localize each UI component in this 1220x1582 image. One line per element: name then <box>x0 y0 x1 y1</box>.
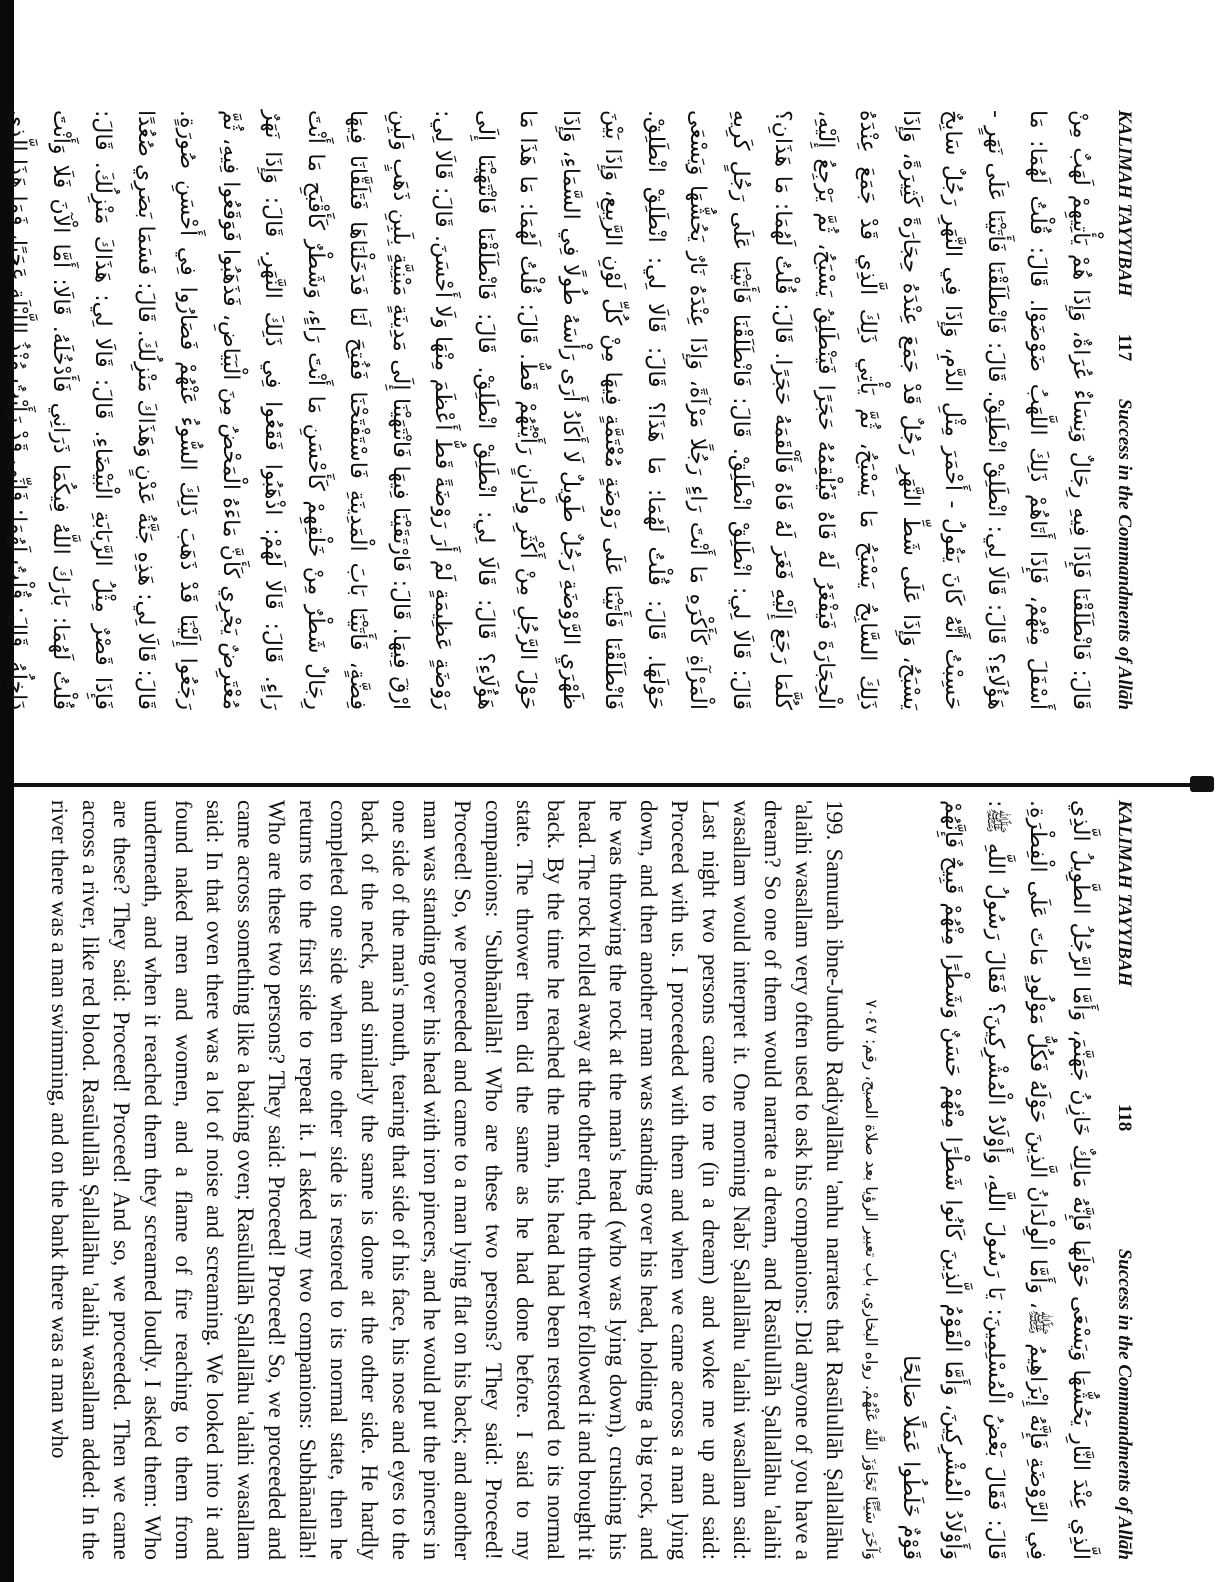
page-number: 118 <box>1114 1103 1135 1132</box>
page-header <box>1113 110 1135 710</box>
arabic-hadith-text: قَالَ: فَانْطَلَقْنَا فَإِذَا فِيهِ رِجَالٌ وَنِسَاءٌ عُرَاةٌ، وَإِذَا هُمْ يَأْتِيهِمْ لَهَبٌ مِنْ أَسْفَلَ مِنْهُمْ، فَإِذَا أَتَاهُمْ ذَلِكَ اللَّهَبُ ضَوْضَوْا. قَالَ: قُلْتُ لَهُمَا: مَا هَؤُلَاءِ؟ قَالَ: قَالَا لِي: انْطَلِقْ انْطَلِقْ. قَالَ: فَانْطَلَقْنَا فَأَتَيْنَا عَلَى نَهَرٍ - حَسِبْتُ أَنَّهُ كَانَ يَقُولُ - أَحْمَرَ مِثْلِ الدَّمِ، وَإِذَا فِي النَّهَرِ رَجُلٌ سَابِحٌ يَسْبَحُ، وَإِذَا عَلَى شَطِّ النَّهَرِ رَجُلٌ قَدْ جَمَعَ عِنْدَهُ حِجَارَةً كَثِيرَةً، وَإِذَا ذَلِكَ السَّابِحُ يَسْبَحُ مَا يَسْبَحُ، ثُمَّ يَأْتِي ذَلِكَ الَّذِي قَدْ جَمَعَ عِنْدَهُ الْحِجَارَةَ فَيَفْغَرُ لَهُ فَاهُ فَيُلْقِمُهُ حَجَرًا فَيَنْطَلِقُ يَسْبَحُ، ثُمَّ يَرْجِعُ إِلَيْهِ، كُلَّمَا رَجَعَ إِلَيْهِ فَغَرَ لَهُ فَاهُ فَأَلْقَمَهُ حَجَرًا. قَالَ: قُلْتُ لَهُمَا: مَا هَذَانِ؟ قَالَ: قَالَا لِي: انْطَلِقْ انْطَلِقْ. قَالَ: فَانْطَلَقْنَا فَأَتَيْنَا عَلَى رَجُلٍ كَرِيهِ الْمَرْآةِ كَأَكْرَهِ مَا أَنْتَ رَاءٍ رَجُلًا مَرْآةً، وَإِذَا عِنْدَهُ نَارٌ يَحُشُّهَا وَيَسْعَى حَوْلَهَا. قَالَ: قُلْتُ لَهُمَا: مَا هَذَا؟ قَالَ: قَالَا لِي: انْطَلِقْ انْطَلِقْ. فَانْطَلَقْنَا فَأَتَيْنَا عَلَى رَوْضَةٍ مُعْتَمَّةٍ فِيهَا مِنْ كُلِّ لَوْنِ الرَّبِيعِ، وَإِذَا بَيْنَ ظَهْرَيِ الرَّوْضَةِ رَجُلٌ طَوِيلٌ لَا أَكَادُ أَرَى رَأْسَهُ طُولًا فِي السَّمَاءِ، وَإِذَا حَوْلَ الرَّجُلِ مِنْ أَكْثَرِ وِلْدَانٍ رَأَيْتُهُمْ قَطُّ. قَالَ: قُلْتُ لَهُمَا: مَا هَذَا مَا هَؤُلَاءِ؟ قَالَ: قَالَا لِي: انْطَلِقْ انْطَلِقْ. قَالَ: فَانْطَلَقْنَا فَانْتَهَيْنَا إِلَى رَوْضَةٍ عَظِيمَةٍ لَمْ أَرَ رَوْضَةً قَطُّ أَعْظَمَ مِنْهَا وَلَا أَحْسَنَ. قَالَ: قَالَا لِي: ارْقَ فِيهَا. قَالَ: فَارْتَقَيْنَا فِيهَا فَانْتَهَيْنَا إِلَى مَدِينَةٍ مَبْنِيَّةٍ بِلَبِنِ ذَهَبٍ وَلَبِنِ فِضَّةٍ، فَأَتَيْنَا بَابَ الْمَدِينَةِ فَاسْتَفْتَحْنَا فَفُتِحَ لَنَا فَدَخَلْنَاهَا فَتَلَقَّانَا فِيهَا رِجَالٌ شَطْرٌ مِنْ خَلْقِهِمْ كَأَحْسَنِ مَا أَنْتَ رَاءٍ، وَشَطْرٌ كَأَقْبَحِ مَا أَنْتَ رَاءٍ. قَالَ: قَالَا لَهُمْ: اذْهَبُوا فَقَعُوا فِي ذَلِكَ النَّهَرِ. قَالَ: وَإِذَا نَهَرٌ مُعْتَرِضٌ يَجْرِي كَأَنَّ مَاءَهُ الْمَحْضُ مِنَ الْبَيَاضِ، فَذَهَبُوا فَوَقَعُوا فِيهِ، ثُمَّ رَجَعُوا إِلَيْنَا قَدْ ذَهَبَ ذَلِكَ السُّوءُ عَنْهُمْ فَصَارُوا فِي أَحْسَنِ صُورَةٍ. قَالَ: قَالَا لِي: هَذِهِ جَنَّةُ عَدْنٍ وَهَذَاكَ مَنْزِلُكَ. قَالَ: فَسَمَا بَصَرِي صُعُدًا فَإِذَا قَصْرٌ مِثْلُ الرَّبَابَةِ الْبَيْضَاءِ. قَالَ: قَالَا لِي: هَذَاكَ مَنْزِلُكَ. قَالَ: قُلْتُ لَهُمَا: بَارَكَ اللَّهُ فِيكُمَا ذَرَانِي فَأَدْخُلَهُ. قَالَا: أَمَّا الْآنَ فَلَا وَأَنْتَ دَاخِلُهُ. قَالَ: قُلْتُ لَهُمَا: فَإِنِّي قَدْ رَأَيْتُ مُنْذُ اللَّيْلَةِ عَجَبًا، فَمَا هَذَا الَّذِي <box>5 110 1093 710</box>
page-header <box>1113 800 1135 1560</box>
running-title: KALIMAH TAYYIBAH <box>1114 800 1135 987</box>
page-fold-line <box>14 783 1204 787</box>
page-118 <box>47 800 1135 1560</box>
page-number: 117 <box>1114 333 1135 362</box>
english-translation: 199. Samurah ibne-Jundub Radiyallāhu 'anhu narrates that Rasūlullāh Ṣallallāhu 'alaihi wasallam very often used to ask his companions: Did anyone of you have a dream? So one of them would narrate a dream, and Rasūlullāh Ṣallallāhu 'alaihi wasallam would interpret it. One morning Nabī Ṣallallāhu 'alaihi wasallam said: Last night two persons came to me (in a dream) and woke me up and said: Proceed with us. I proceeded with them and when we came across a man lying down, and then another man was standing over his head, holding a big rock, and he was throwing the rock at the man's head (who was lying down), crushing his head. The rock rolled away at the other end, the thrower followed it and brought it back. By the time he reached the man, his head had been restored to its normal state. The thrower then did the same as he had done before. I said to my companions: 'Subhānallāh! Who are these two persons? They said: Proceed! Proceed! So, we proceeded and came to a man lying flat on his back; and another man was standing over his head with iron pincers, and he would put the pincers in one side of the man's mouth, tearing that side of his face, his nose and eyes to the back of the neck, and similarly the same is done at the other side. He hardly completed one side when the other side is restored to its normal state, then he returns to the first side to repeat it. I asked my two companions: Subhānallāh! Who are these two persons? They said: Proceed! Proceed! So, we proceeded and came across something like a baking oven; Rasūlullāh Ṣallallāhu 'alaihi wasallam said: In that oven there was a lot of noise and screaming. We looked into it and found naked men and women, and a flame of fire reaching to them from underneath, and when it reached them they screamed loudly. I asked them: Who are these? They said: Proceed! Proceed! And so, we proceeded. Then we came across a river, like red blood. Rasūlullāh Ṣallallāhu 'alaihi wasallam added: In the river there was a man swimming, and on the bank there was a man who <box>47 800 848 1560</box>
arabic-reference: وَآخَرَ سَيِّئًا تَجَاوَزَ اللَّهُ عَنْهُمْ. رواه البخاري، باب تعبير الرؤيا بعد صلاة الصبح، رقم: ٧٠٤٧ <box>862 999 882 1560</box>
book-title: Success in the Commandments of Allāh <box>1114 398 1135 710</box>
page-fold-mark <box>1190 776 1214 792</box>
page-117 <box>5 110 1135 710</box>
book-title: Success in the Commandments of Allāh <box>1114 1248 1135 1560</box>
running-title: KALIMAH TAYYIBAH <box>1114 110 1135 297</box>
arabic-hadith-text: الَّذِي عِنْدَ النَّارِ يَحُشُّهَا وَيَسْعَى حَوْلَهَا فَإِنَّهُ مَالِكٌ خَازِنُ جَهَنَّمَ، وَأَمَّا الرَّجُلُ الطَّوِيلُ الَّذِي فِي الرَّوْضَةِ فَإِنَّهُ إِبْرَاهِيمُ ﷺ، وَأَمَّا الْوِلْدَانُ الَّذِينَ حَوْلَهُ فَكُلُّ مَوْلُودٍ مَاتَ عَلَى الْفِطْرَةِ. قَالَ: فَقَالَ بَعْضُ الْمُسْلِمِينَ: يَا رَسُولَ اللَّهِ، وَأَوْلَادُ الْمُشْرِكِينَ؟ فَقَالَ رَسُولُ اللَّهِ ﷺ: وَأَوْلَادُ الْمُشْرِكِينَ، وَأَمَّا الْقَوْمُ الَّذِينَ كَانُوا شَطْرًا مِنْهُمْ حَسَنٌ وَشَطْرًا مِنْهُمْ قَبِيحٌ فَإِنَّهُمْ قَوْمٌ خَلَطُوا عَمَلًا صَالِحًا <box>898 800 1093 1560</box>
